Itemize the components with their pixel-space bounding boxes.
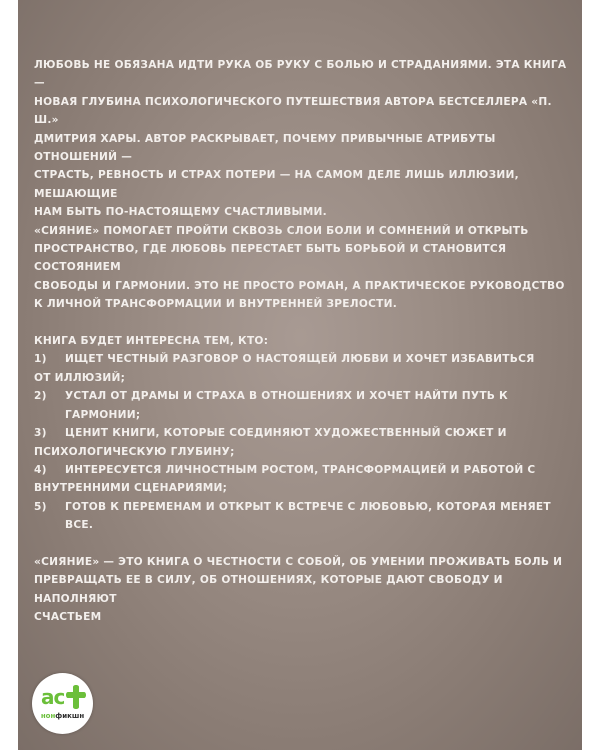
outro-line: СЧАСТЬЕМ <box>34 611 102 624</box>
audience-list-item <box>34 387 574 424</box>
cross-logo-icon <box>66 685 86 709</box>
outro-line: «СИЯНИЕ» — ЭТО КНИГА О ЧЕСТНОСТИ С СОБОЙ, ОБ УМЕНИИ ПРОЖИВАТЬ БОЛЬ И <box>34 555 563 568</box>
intro-line: СТРАСТЬ, РЕВНОСТЬ И СТРАХ ПОТЕРИ — НА САМОМ ДЕЛЕ ЛИШЬ ИЛЛЮЗИИ, МЕШАЮЩИЕ <box>34 169 519 200</box>
intro-line: ПРОСТРАНСТВО, ГДЕ ЛЮБОВЬ ПЕРЕСТАЕТ БЫТЬ БОРЬБОЙ И СТАНОВИТСЯ СОСТОЯНИЕМ <box>34 243 507 274</box>
intro-line: ДМИТРИЯ ХАРЫ. АВТОР РАСКРЫВАЕТ, ПОЧЕМУ ПРИВЫЧНЫЕ АТРИБУТЫ ОТНОШЕНИЙ — <box>34 132 496 164</box>
list-text-continued: ОТ ИЛЛЮЗИЙ; <box>34 371 126 384</box>
intro-line: СВОБОДЫ И ГАРМОНИИ. ЭТО НЕ ПРОСТО РОМАН, А ПРАКТИЧЕСКОЕ РУКОВОДСТВО <box>34 279 565 292</box>
publisher-logo <box>32 673 93 734</box>
logo-subtitle <box>36 712 89 720</box>
list-text: ИЩЕТ ЧЕСТНЫЙ РАЗГОВОР О НАСТОЯЩЕЙ ЛЮБВИ И ХОЧЕТ ИЗБАВИТЬСЯ <box>65 353 535 366</box>
intro-line: «СИЯНИЕ» ПОМОГАЕТ ПРОЙТИ СКВОЗЬ СЛОИ БОЛИ И СОМНЕНИЙ И ОТКРЫТЬ <box>34 224 529 237</box>
list-text: ГОТОВ К ПЕРЕМЕНАМ И ОТКРЫТ К ВСТРЕЧЕ С ЛЮБОВЬЮ, КОТОРАЯ МЕНЯЕТ ВСЕ. <box>65 500 551 532</box>
audience-heading: КНИГА БУДЕТ ИНТЕРЕСНА ТЕМ, КТО: <box>34 335 269 348</box>
list-number: 3) <box>34 427 47 440</box>
list-text-continued: ВНУТРЕННИМИ СЦЕНАРИЯМИ; <box>34 482 228 495</box>
intro-line: НАМ БЫТЬ ПО-НАСТОЯЩЕМУ СЧАСТЛИВЫМИ. <box>34 206 327 219</box>
intro-line: ЛЮБОВЬ НЕ ОБЯЗАНА ИДТИ РУКА ОБ РУКУ С БОЛЬЮ И СТРАДАНИЯМИ. ЭТА КНИГА — <box>34 59 567 90</box>
logo-mark: ас <box>41 685 65 709</box>
list-number: 4) <box>34 463 47 476</box>
audience-list-item <box>34 498 574 535</box>
list-text: УСТАЛ ОТ ДРАМЫ И СТРАХА В ОТНОШЕНИЯХ И ХОЧЕТ НАЙТИ ПУТЬ К ГАРМОНИИ; <box>65 390 508 421</box>
audience-list-item <box>34 350 574 368</box>
intro-line: К ЛИЧНОЙ ТРАНСФОРМАЦИИ И ВНУТРЕННЕЙ ЗРЕЛОСТИ. <box>34 298 397 311</box>
intro-line: НОВАЯ ГЛУБИНА ПСИХОЛОГИЧЕСКОГО ПУТЕШЕСТВИЯ АВТОРА БЕСТСЕЛЛЕРА «П. Ш.» <box>34 95 552 127</box>
audience-list-item <box>34 424 574 442</box>
list-text: ИНТЕРЕСУЕТСЯ ЛИЧНОСТНЫМ РОСТОМ, ТРАНСФОРМАЦИЕЙ И РАБОТОЙ С <box>65 463 536 476</box>
logo-sub-dark: фикшн <box>55 712 85 720</box>
list-text-continued: ПСИХОЛОГИЧЕСКУЮ ГЛУБИНУ; <box>34 445 235 458</box>
list-number: 5) <box>34 500 47 513</box>
list-number: 1) <box>34 353 47 366</box>
list-number: 2) <box>34 390 47 403</box>
paragraph-gap <box>34 314 574 332</box>
logo-sub-green: нон <box>40 712 56 720</box>
paragraph-gap <box>34 535 574 553</box>
list-text: ЦЕНИТ КНИГИ, КОТОРЫЕ СОЕДИНЯЮТ ХУДОЖЕСТВЕННЫЙ СЮЖЕТ И <box>65 427 507 440</box>
audience-list-item <box>34 461 574 479</box>
outro-line: ПРЕВРАЩАТЬ ЕЕ В СИЛУ, ОБ ОТНОШЕНИЯХ, КОТОРЫЕ ДАЮТ СВОБОДУ И НАПОЛНЯЮТ <box>34 574 503 605</box>
description-text <box>34 56 574 627</box>
book-description-page <box>18 0 582 750</box>
